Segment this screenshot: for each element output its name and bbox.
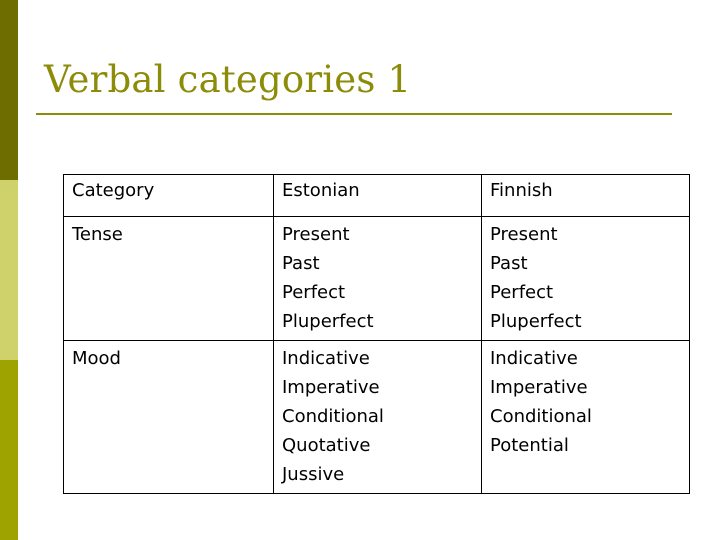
category-label: Mood bbox=[72, 348, 121, 369]
list-item: Present bbox=[490, 224, 558, 245]
side-bar-middle bbox=[0, 180, 18, 360]
table-header-row bbox=[64, 175, 690, 217]
row-mood-finnish bbox=[482, 341, 690, 494]
header-finnish: Finnish bbox=[482, 175, 690, 217]
list-item: Conditional bbox=[282, 406, 384, 427]
row-mood-estonian bbox=[274, 341, 482, 494]
list-item: Imperative bbox=[490, 377, 588, 398]
table-row bbox=[64, 217, 690, 341]
row-tense-estonian bbox=[274, 217, 482, 341]
side-bar-bottom bbox=[0, 360, 18, 540]
header-estonian: Estonian bbox=[274, 175, 482, 217]
table-row bbox=[64, 341, 690, 494]
row-category-tense bbox=[64, 217, 274, 341]
slide-title: Verbal categories 1 bbox=[44, 58, 412, 101]
list-item: Imperative bbox=[282, 377, 380, 398]
list-item: Conditional bbox=[490, 406, 592, 427]
category-label: Tense bbox=[72, 224, 123, 245]
side-bar-top bbox=[0, 0, 18, 180]
header-category: Category bbox=[64, 175, 274, 217]
list-item: Perfect bbox=[282, 282, 346, 303]
list-item: Pluperfect bbox=[282, 311, 374, 332]
list-item: Past bbox=[490, 253, 528, 274]
list-item: Past bbox=[282, 253, 320, 274]
list-item: Indicative bbox=[282, 348, 370, 369]
row-tense-finnish bbox=[482, 217, 690, 341]
list-item: Potential bbox=[490, 435, 569, 456]
list-item: Jussive bbox=[282, 464, 345, 485]
list-item: Indicative bbox=[490, 348, 578, 369]
list-item: Pluperfect bbox=[490, 311, 582, 332]
row-category-mood bbox=[64, 341, 274, 494]
verbal-categories-table bbox=[63, 174, 690, 494]
list-item: Perfect bbox=[490, 282, 554, 303]
list-item: Present bbox=[282, 224, 350, 245]
title-underline bbox=[36, 113, 672, 115]
list-item: Quotative bbox=[282, 435, 371, 456]
